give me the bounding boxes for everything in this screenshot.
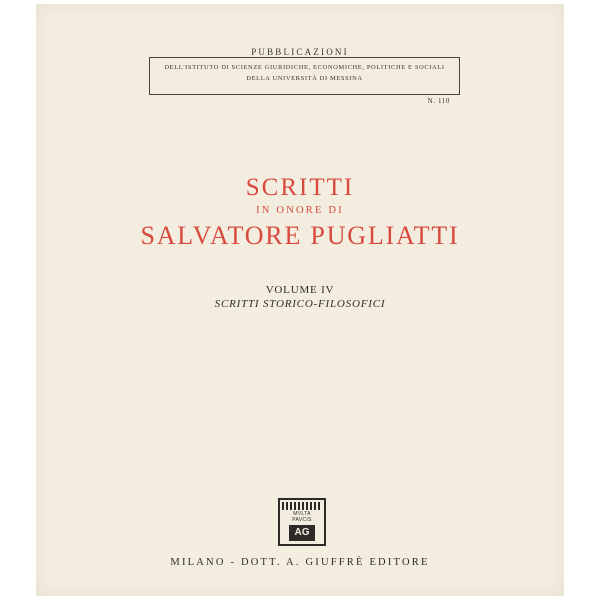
series-number: N. 110 <box>427 97 450 105</box>
series-box <box>149 57 460 95</box>
volume-label: VOLUME IV <box>265 284 335 296</box>
title-honoree: SALVATORE PUGLIATTI <box>140 221 460 250</box>
logo-text-line2: PAVCIS <box>292 517 312 523</box>
logo-initials: AG <box>289 525 315 541</box>
title-main: SCRITTI <box>245 174 355 201</box>
series-university-line: DELLA UNIVERSITÀ DI MESSINA <box>246 75 363 82</box>
series-header: PUBBLICAZIONI <box>251 47 349 57</box>
series-institute-line: DELL'ISTITUTO DI SCIENZE GIURIDICHE, ECONOMICHE, POLITICHE E SOCIALI <box>164 64 445 71</box>
volume-subtitle: SCRITTI STORICO-FILOSOFICI <box>214 298 386 310</box>
logo-text-line1: MVLTA <box>293 511 311 517</box>
title-sub: IN ONORE DI <box>256 205 344 216</box>
publisher-logo-icon <box>278 498 326 546</box>
publisher-imprint: MILANO - DOTT. A. GIUFFRÈ EDITORE <box>170 557 430 568</box>
logo-pattern <box>282 502 322 510</box>
